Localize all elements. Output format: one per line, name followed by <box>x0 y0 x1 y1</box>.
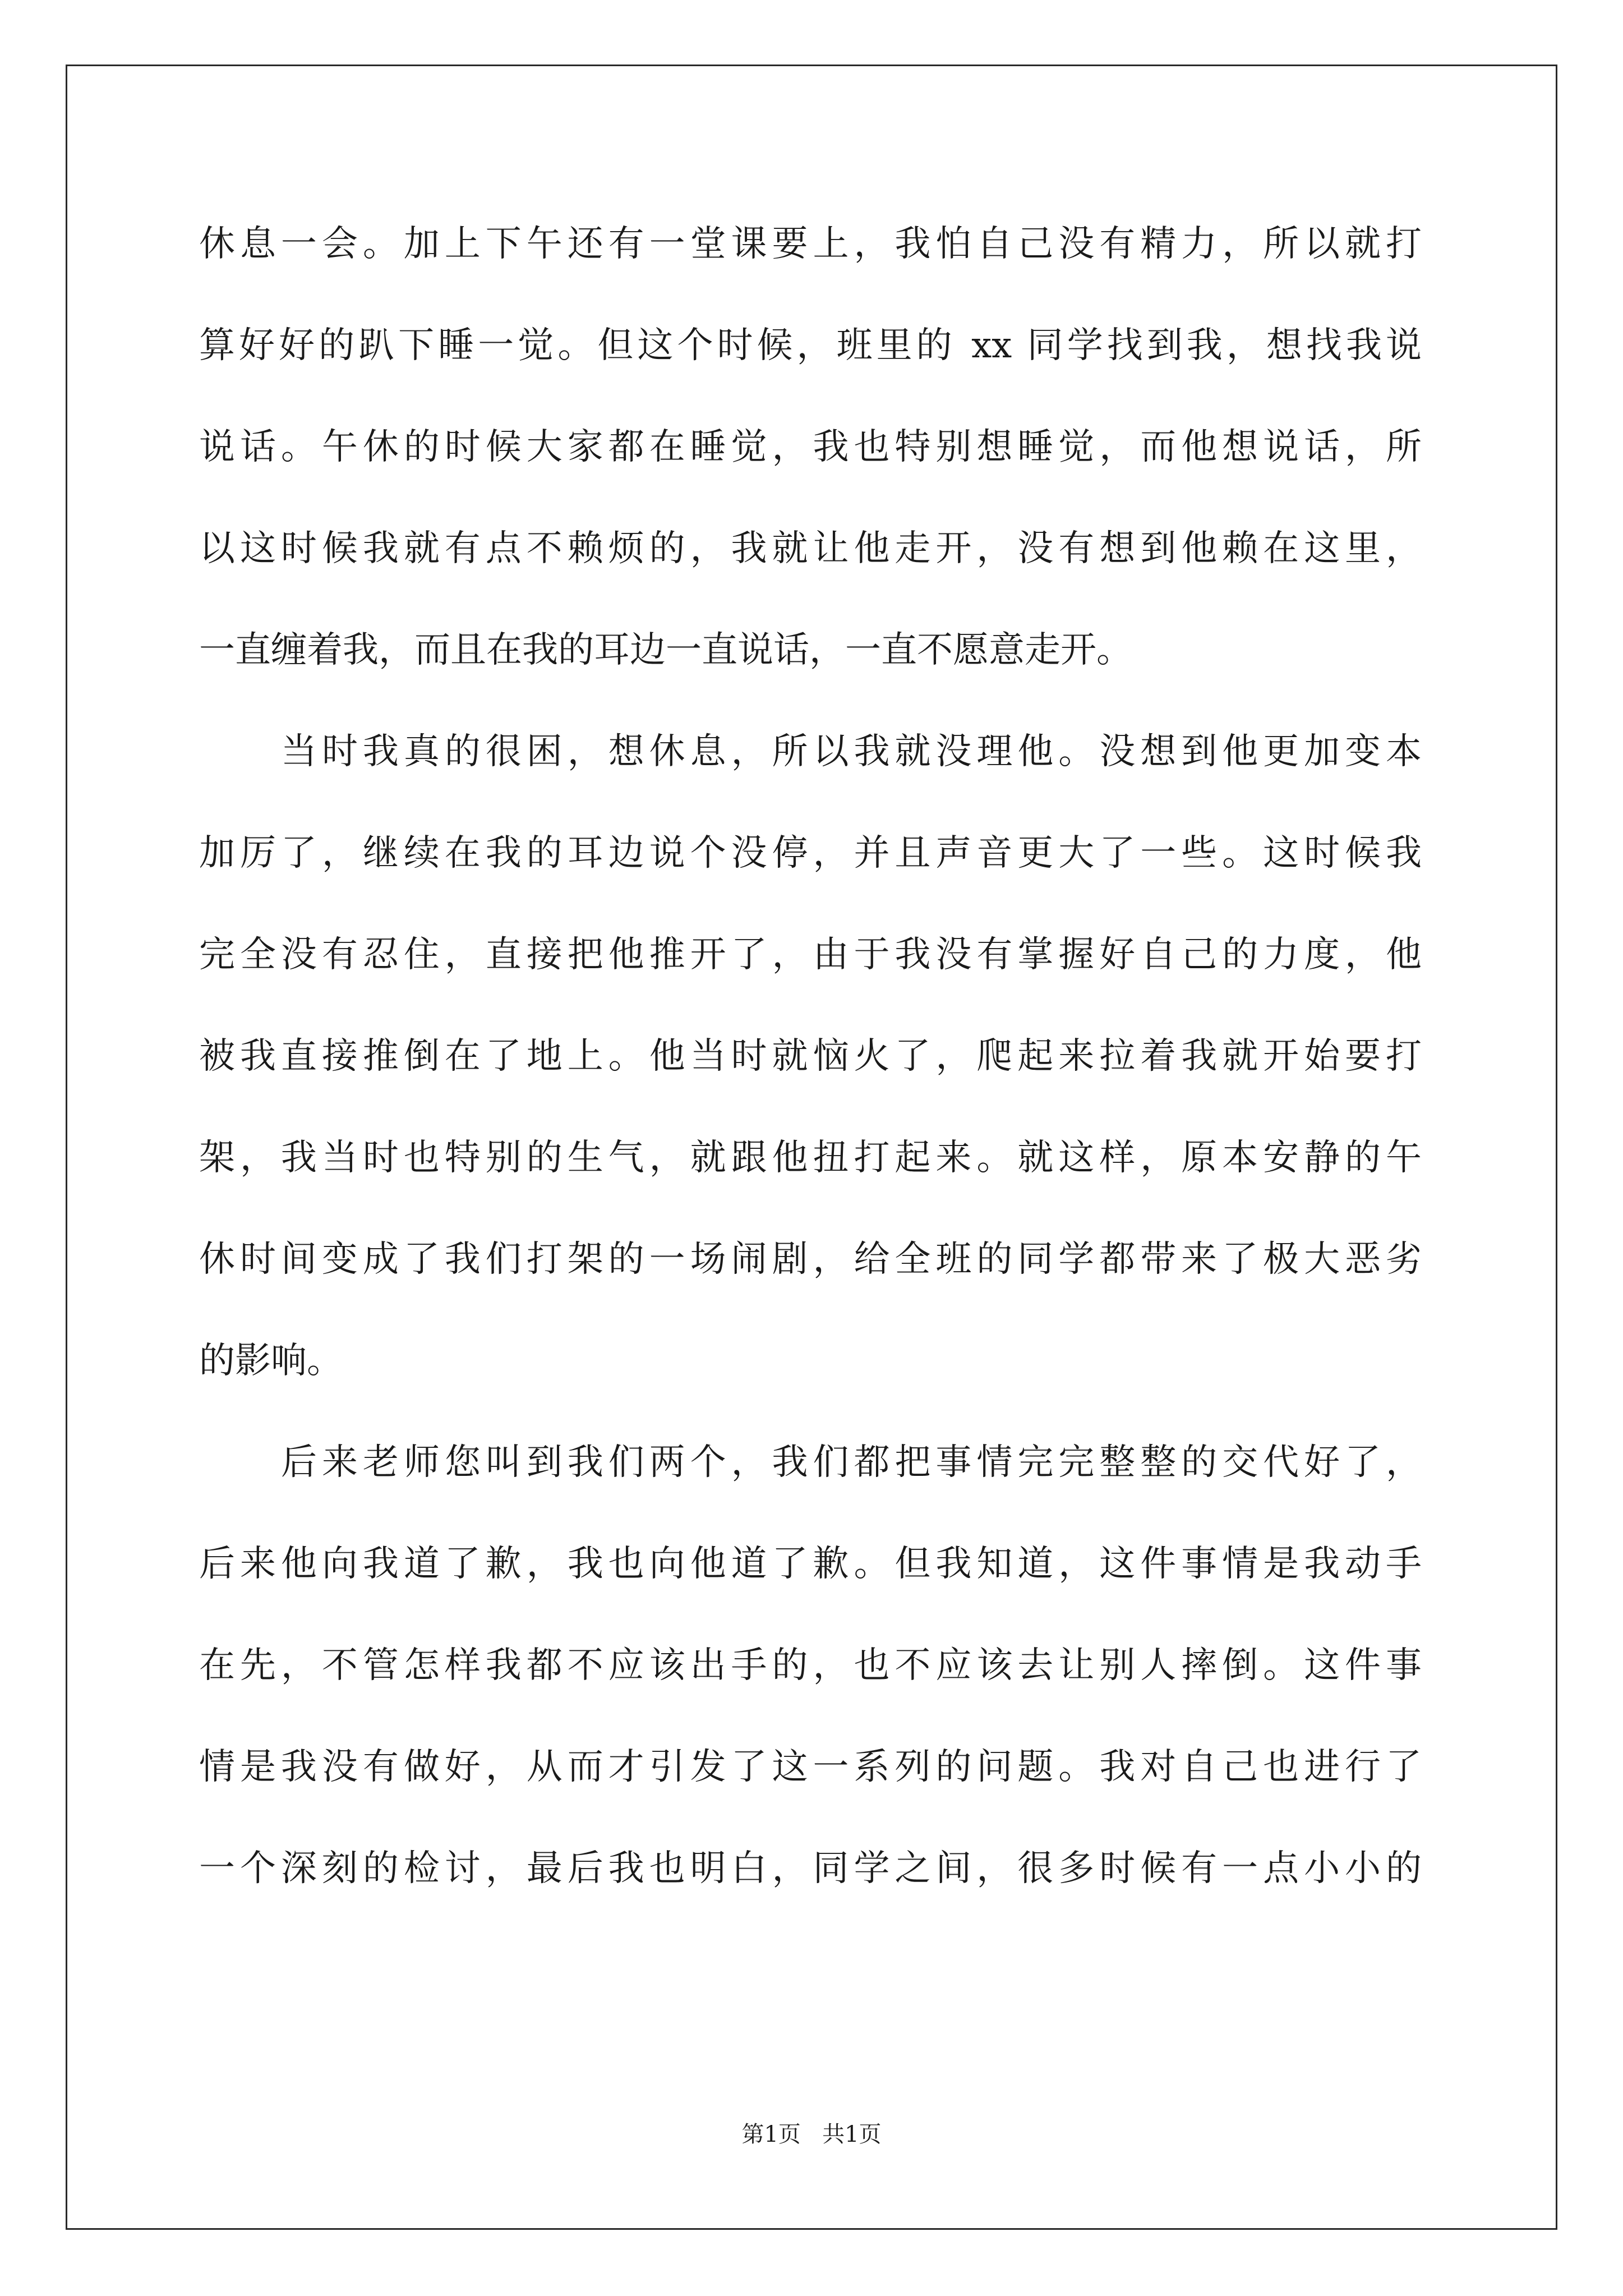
text-line: 后来老师您叫到我们两个，我们都把事情完完整整的交代好了， <box>281 1442 1422 1483</box>
paragraph-1 <box>199 194 1422 701</box>
text-line: 说话。午休的时候大家都在睡觉，我也特别想睡觉，而他想说话，所 <box>199 426 1422 468</box>
text-line: 一个深刻的检讨，最后我也明白，同学之间，很多时候有一点小小的 <box>199 1848 1422 1889</box>
footer-spacer <box>801 2122 822 2147</box>
text-line: 当时我真的很困，想休息，所以我就没理他。没想到他更加变本 <box>281 731 1422 772</box>
text-line: 算好好的趴下睡一觉。但这个时候，班里的 xx 同学找到我，想找我说 <box>199 325 1422 366</box>
text-line: 加厉了，继续在我的耳边说个没停，并且声音更大了一些。这时候我 <box>199 832 1422 874</box>
page-number: 第1页 <box>741 2122 801 2147</box>
text-line: 休息一会。加上下午还有一堂课要上，我怕自己没有精力，所以就打 <box>199 223 1422 265</box>
text-line: 休时间变成了我们打架的一场闹剧，给全班的同学都带来了极大恶劣 <box>199 1239 1422 1280</box>
text-line: 被我直接推倒在了地上。他当时就恼火了，爬起来拉着我就开始要打 <box>199 1036 1422 1077</box>
text-line: 架，我当时也特别的生气，就跟他扭打起来。就这样，原本安静的午 <box>199 1137 1422 1179</box>
paragraph-3 <box>199 1412 1422 1920</box>
page-footer <box>0 2118 1623 2151</box>
text-line: 后来他向我道了歉，我也向他道了歉。但我知道，这件事情是我动手 <box>199 1543 1422 1585</box>
text-line: 的影响。 <box>199 1340 343 1382</box>
paragraph-2 <box>199 701 1422 1412</box>
text-line: 在先，不管怎样我都不应该出手的，也不应该去让别人摔倒。这件事 <box>199 1645 1422 1686</box>
text-line: 以这时候我就有点不赖烦的，我就让他走开，没有想到他赖在这里， <box>199 528 1422 569</box>
text-line: 一直缠着我，而且在我的耳边一直说话，一直不愿意走开。 <box>199 629 1132 671</box>
text-line: 情是我没有做好，从而才引发了这一系列的问题。我对自己也进行了 <box>199 1746 1422 1788</box>
text-line: 完全没有忍住，直接把他推开了，由于我没有掌握好自己的力度，他 <box>199 934 1422 976</box>
page-total: 共1页 <box>822 2122 882 2147</box>
document-body <box>199 194 1422 1920</box>
